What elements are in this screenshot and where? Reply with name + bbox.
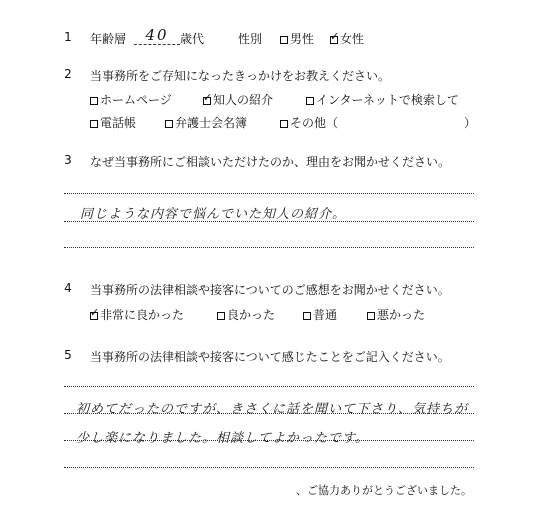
rating-bad-checkbox[interactable] — [367, 312, 375, 320]
answer-line — [64, 413, 474, 414]
gender-female-option[interactable] — [330, 30, 364, 47]
thank-you-text: ご協力ありがとうございました。 — [307, 484, 472, 497]
source-referral-option[interactable] — [203, 91, 273, 108]
rating-bad-label: 悪かった — [377, 308, 426, 322]
source-homepage-label: ホームページ — [100, 93, 172, 107]
answer-line — [64, 386, 474, 387]
q4-number: 4 — [64, 281, 72, 295]
rating-average-label: 普通 — [313, 308, 338, 322]
gender-male-label: 男性 — [290, 32, 315, 46]
source-other-checkbox[interactable] — [280, 120, 288, 128]
rating-very-good-checkbox[interactable] — [90, 312, 98, 320]
rating-very-good-label: 非常に良かった — [100, 308, 185, 322]
q3-number: 3 — [64, 153, 72, 167]
q5-answer-line2[interactable]: 少し楽になりました。相談してよかったです。 — [76, 431, 369, 446]
answer-line — [64, 440, 474, 441]
source-homepage-checkbox[interactable] — [90, 97, 98, 105]
rating-average-option[interactable] — [303, 306, 337, 323]
source-bar-directory-label: 弁護士会名簿 — [175, 116, 248, 130]
source-referral-label: 知人の紹介 — [213, 93, 274, 107]
rating-bad-option[interactable] — [367, 306, 425, 323]
rating-very-good-option[interactable] — [90, 306, 184, 323]
source-internet-checkbox[interactable] — [306, 97, 314, 105]
answer-line — [64, 247, 474, 248]
source-phonebook-checkbox[interactable] — [90, 120, 98, 128]
source-homepage-option[interactable] — [90, 91, 172, 108]
rating-good-label: 良かった — [227, 308, 276, 322]
source-phonebook-label: 電話帳 — [100, 116, 137, 130]
source-bar-directory-option[interactable] — [165, 114, 247, 131]
gender-female-label: 女性 — [340, 32, 365, 46]
source-bar-directory-checkbox[interactable] — [165, 120, 173, 128]
gender-male-checkbox[interactable] — [280, 36, 288, 44]
answer-line — [64, 193, 474, 194]
source-other-option[interactable] — [280, 114, 338, 131]
answer-line — [64, 221, 474, 222]
q3-answer[interactable]: 同じような内容で悩んでいた知人の紹介。 — [80, 207, 347, 222]
q1-number: 1 — [64, 30, 72, 44]
gender-male-option[interactable] — [280, 30, 314, 47]
age-value[interactable]: 40 — [134, 26, 180, 45]
source-internet-label: インターネットで検索して — [316, 93, 459, 107]
rating-average-checkbox[interactable] — [303, 312, 311, 320]
thank-you-note: 、ご協力ありがとうございました。 — [296, 484, 472, 497]
rating-good-checkbox[interactable] — [217, 312, 225, 320]
source-internet-option[interactable] — [306, 91, 459, 108]
q5-question: 当事務所の法律相談や接客について感じたことをご記入ください。 — [90, 350, 450, 364]
source-referral-checkbox[interactable] — [203, 97, 211, 105]
age-suffix: 歳代 — [180, 32, 205, 46]
q2-question: 当事務所をご存知になったきっかけをお教えください。 — [90, 69, 391, 83]
rating-good-option[interactable] — [217, 306, 275, 323]
gender-female-checkbox[interactable] — [330, 36, 338, 44]
q4-question: 当事務所の法律相談や接客についてのご感想をお聞かせください。 — [90, 283, 450, 297]
age-group-label: 年齢層 — [90, 32, 127, 46]
gender-label: 性別 — [238, 32, 263, 46]
source-other-label: その他（ — [290, 116, 339, 130]
q2-number: 2 — [64, 67, 72, 81]
q3-question: なぜ当事務所にご相談いただけたのか、理由をお聞かせください。 — [90, 155, 451, 169]
q5-answer-line1[interactable]: 初めてだったのですが、きさくに話を聞いて下さり、気持ちが — [76, 402, 469, 417]
source-other-close: ） — [464, 116, 477, 130]
answer-line — [64, 467, 474, 468]
q5-number: 5 — [64, 348, 72, 362]
source-phonebook-option[interactable] — [90, 114, 136, 131]
